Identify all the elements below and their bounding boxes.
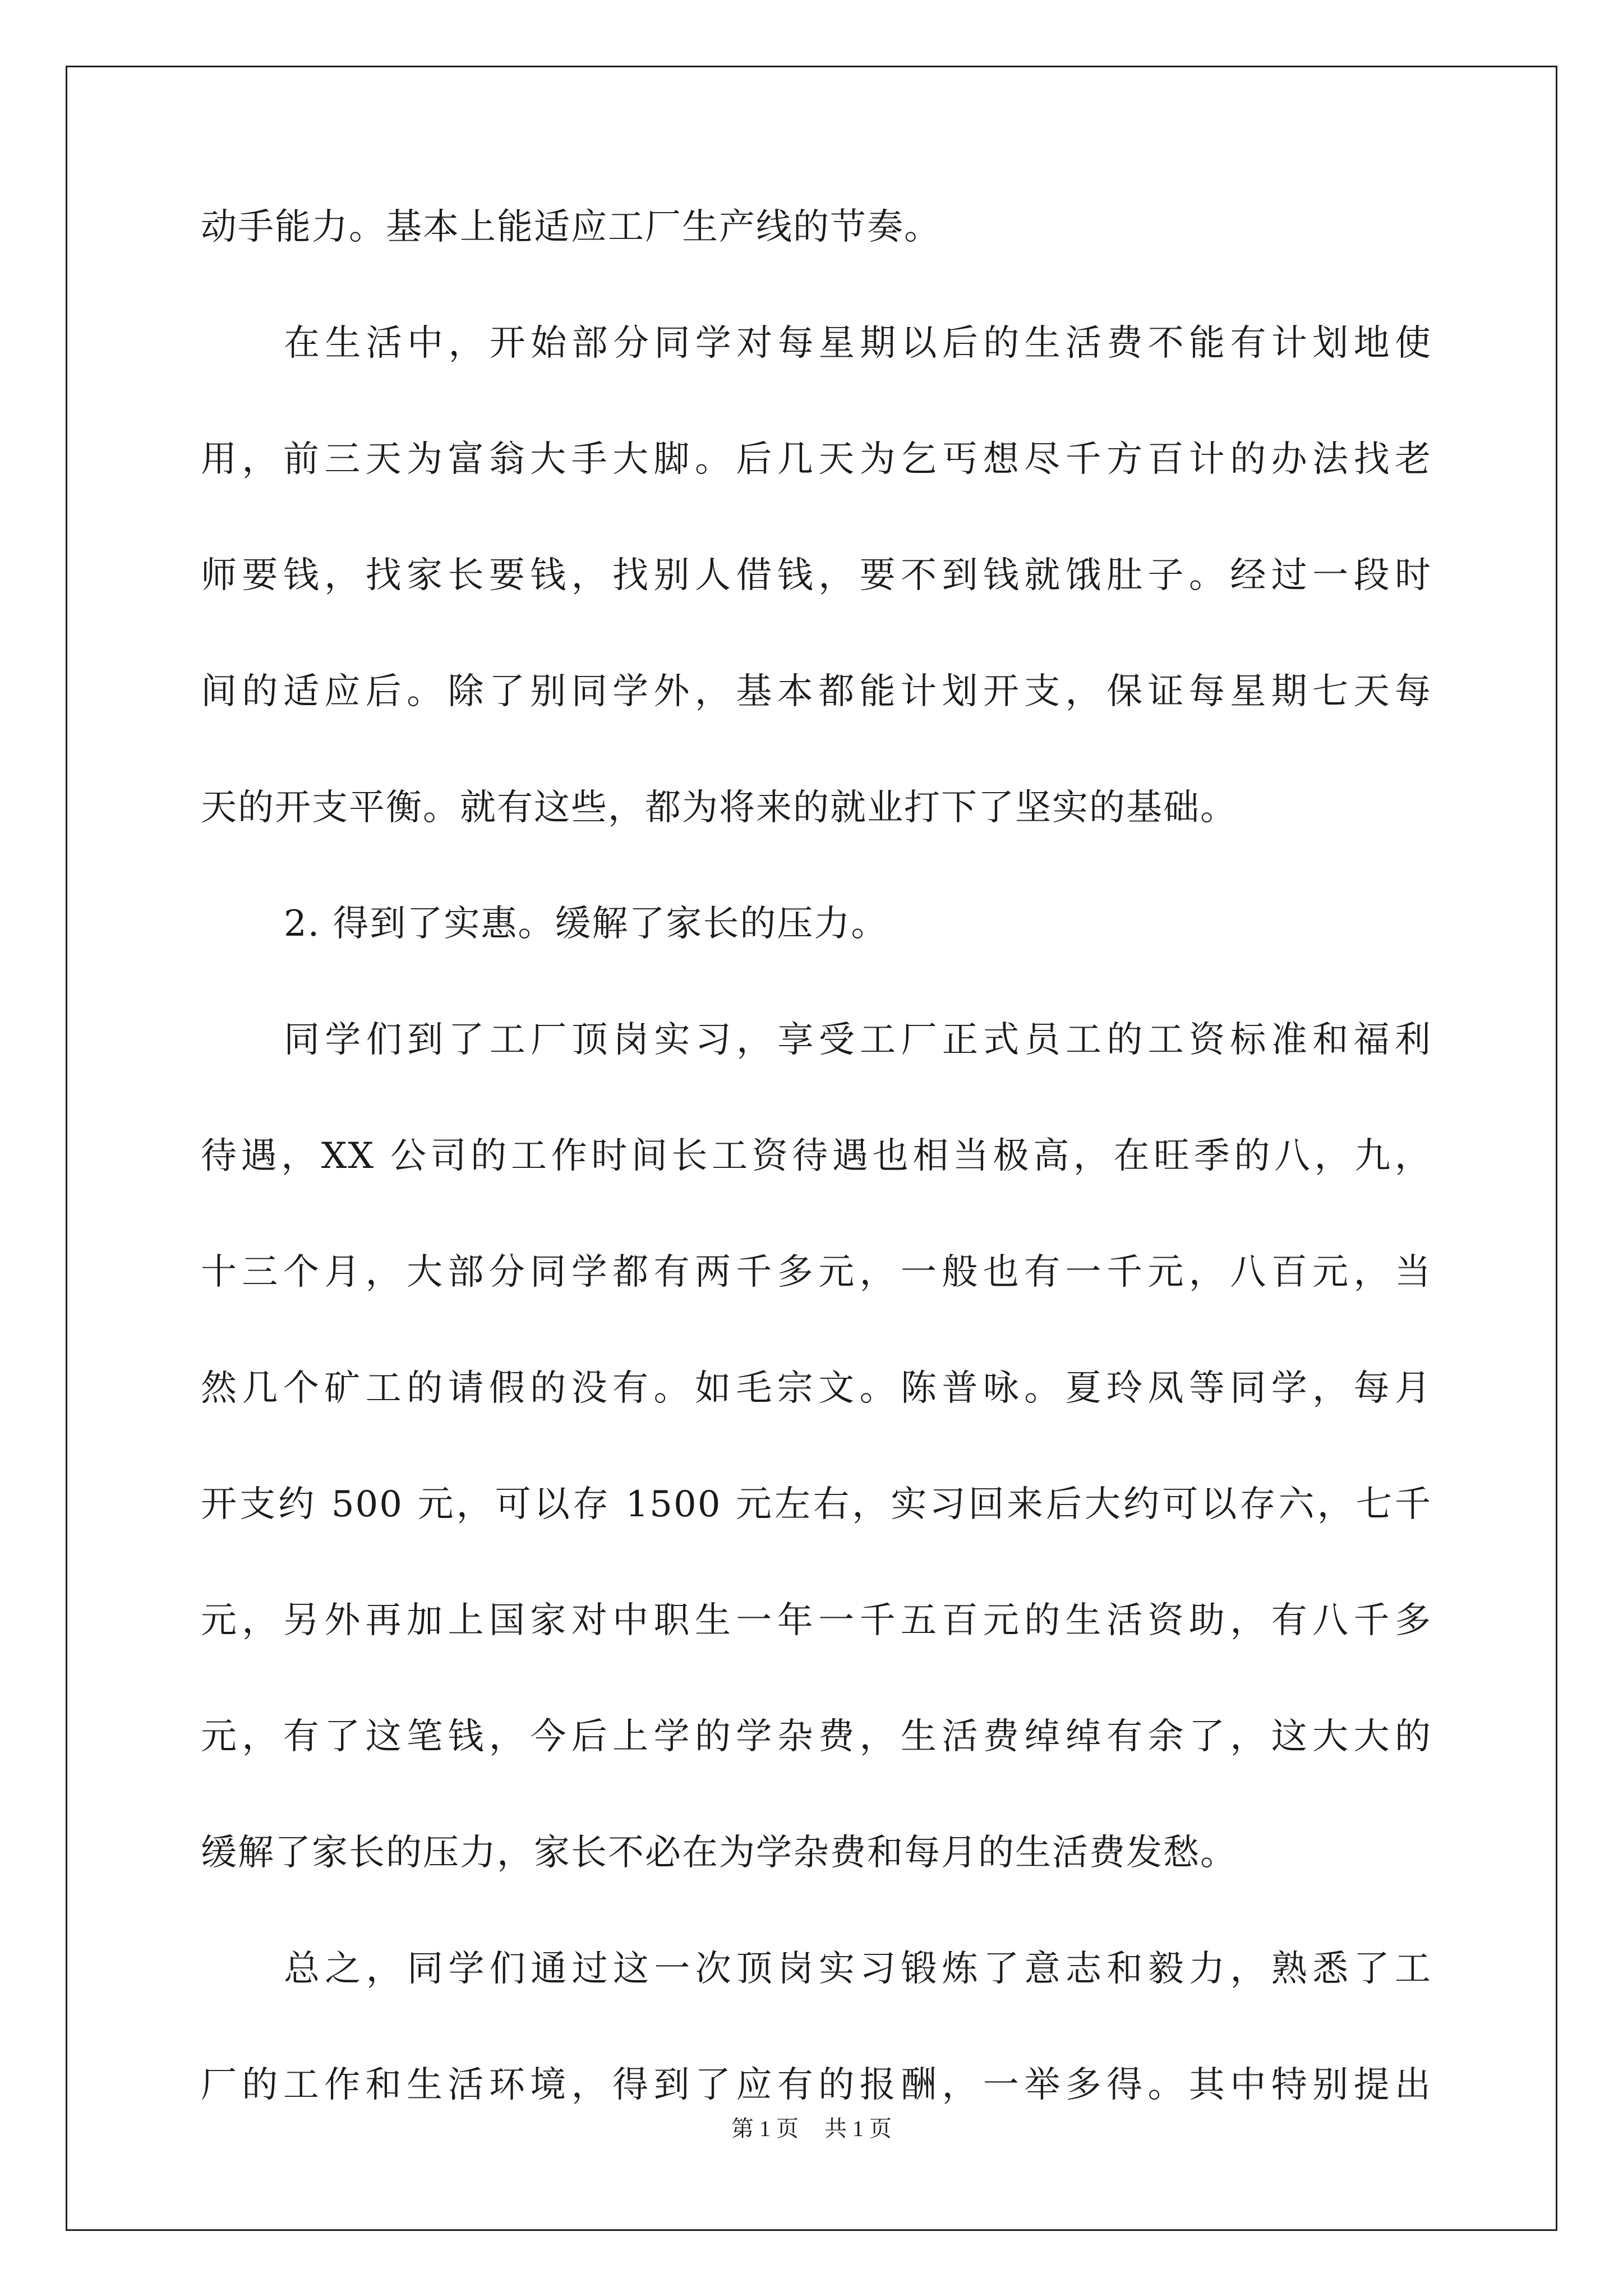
- paragraph-line: 动手能力。基本上能适应工厂生产线的节奏。: [201, 206, 941, 248]
- page-number-current: 第 1 页: [731, 2116, 799, 2141]
- paragraph-line: 同学们到了工厂顶岗实习，享受工厂正式员工的工资标准和福利: [284, 1019, 1432, 1061]
- paragraph-line: 元，有了这笔钱，今后上学的学杂费，生活费绰绰有余了，这大大的: [201, 1716, 1432, 1757]
- paragraph-line: 天的开支平衡。就有这些，都为将来的就业打下了坚实的基础。: [201, 787, 1237, 829]
- paragraph-line: 间的适应后。除了别同学外，基本都能计划开支，保证每星期七天每: [201, 671, 1432, 712]
- paragraph-line: 元，另外再加上国家对中职生一年一千五百元的生活资助，有八千多: [201, 1600, 1432, 1641]
- paragraph-line: 待遇，XX 公司的工作时间长工资待遇也相当极高，在旺季的八，九，: [201, 1135, 1432, 1177]
- page-footer: [0, 2112, 1623, 2146]
- paragraph-line: 厂的工作和生活环境，得到了应有的报酬，一举多得。其中特别提出: [201, 2064, 1432, 2106]
- paragraph-line: 用，前三天为富翁大手大脚。后几天为乞丐想尽千方百计的办法找老: [201, 439, 1432, 480]
- paragraph-line: 总之，同学们通过这一次顶岗实习锻炼了意志和毅力，熟悉了工: [284, 1948, 1432, 1990]
- paragraph-line: 开支约 500 元，可以存 1500 元左右，实习回来后大约可以存六，七千: [201, 1484, 1432, 1525]
- paragraph-line: 缓解了家长的压力，家长不必在为学杂费和每月的生活费发愁。: [201, 1832, 1237, 1874]
- paragraph-line: 师要钱，找家长要钱，找别人借钱，要不到钱就饿肚子。经过一段时: [201, 555, 1432, 596]
- paragraph-line: 然几个矿工的请假的没有。如毛宗文。陈普咏。夏玲凤等同学，每月: [201, 1368, 1432, 1409]
- section-heading: 2. 得到了实惠。缓解了家长的压力。: [284, 903, 888, 945]
- page-number-total: 共 1 页: [824, 2116, 892, 2141]
- paragraph-line: 在生活中，开始部分同学对每星期以后的生活费不能有计划地使: [284, 323, 1432, 364]
- paragraph-line: 十三个月，大部分同学都有两千多元，一般也有一千元，八百元，当: [201, 1251, 1432, 1293]
